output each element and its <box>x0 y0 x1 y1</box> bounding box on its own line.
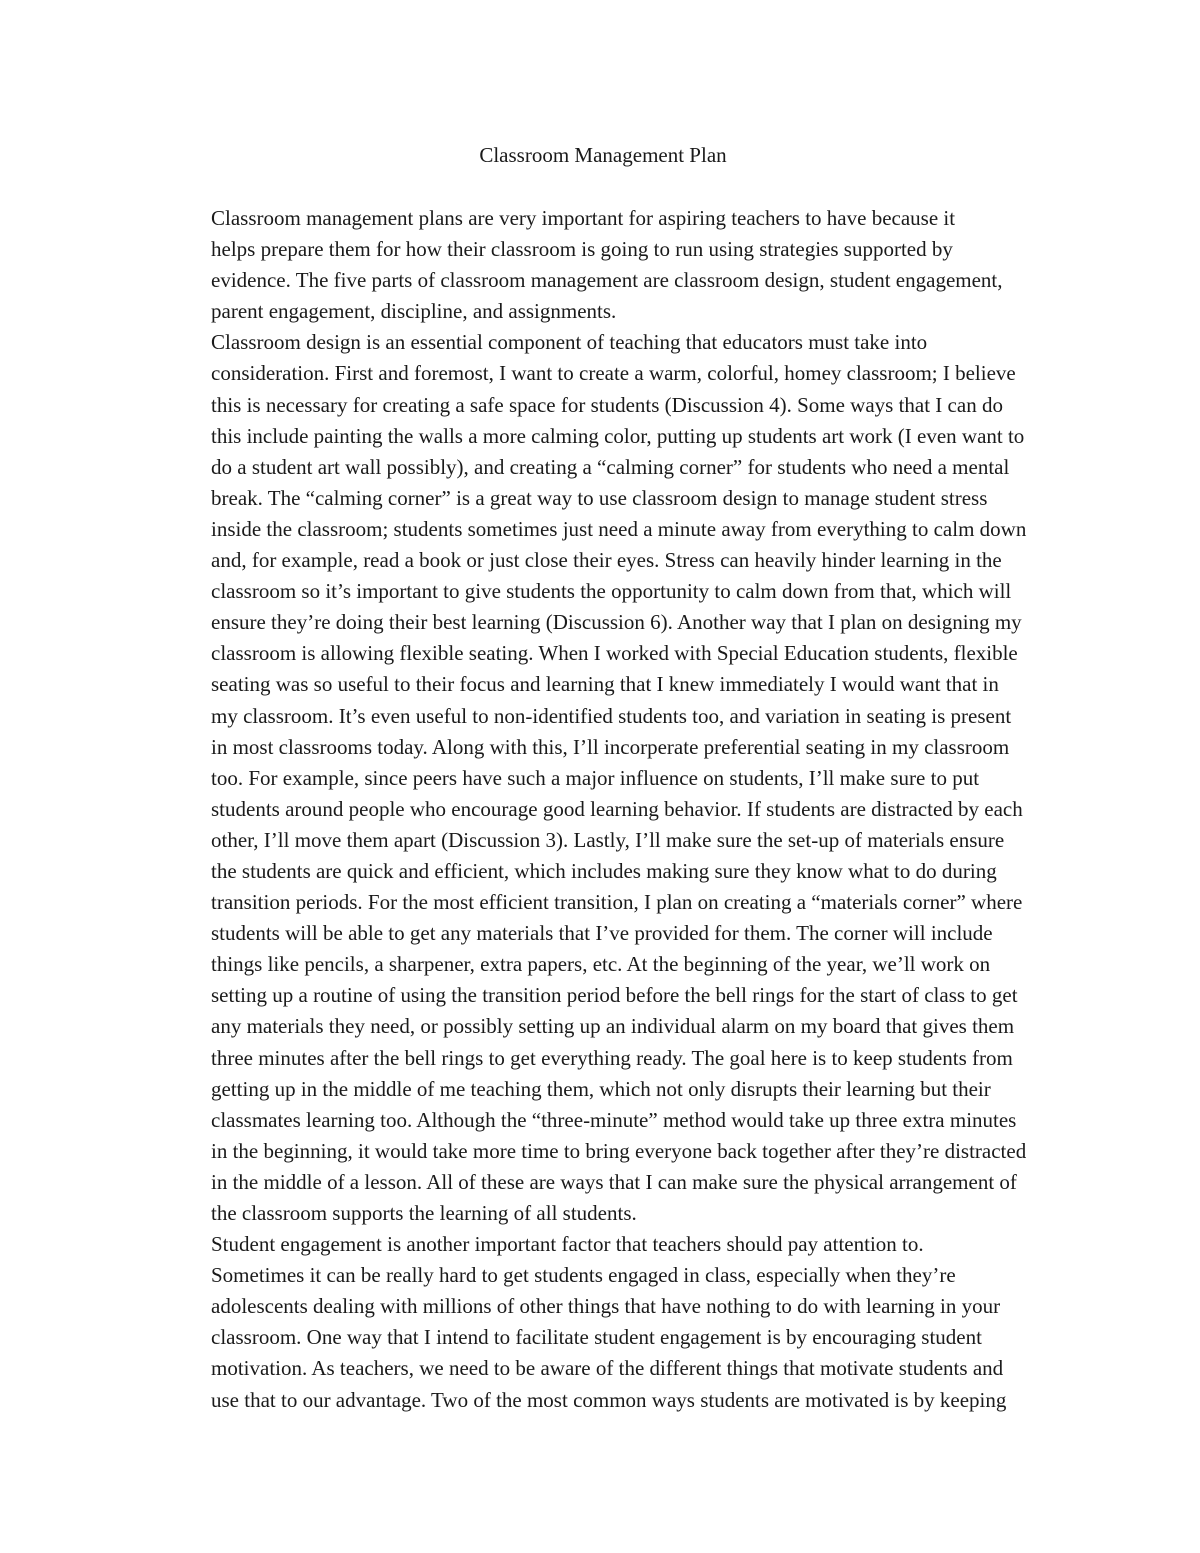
text-line: three minutes after the bell rings to get everything ready. The goal here is to keep students from <box>211 1045 1013 1070</box>
text-line: Classroom management plans are very important for aspiring teachers to have because it <box>211 206 956 230</box>
text-line: things like pencils, a sharpener, extra papers, etc. At the beginning of the year, we’ll work on <box>211 952 991 977</box>
text-line: motivation. As teachers, we need to be aware of the different things that motivate students and <box>211 1356 1004 1381</box>
paragraph-3 <box>143 1229 1063 1416</box>
text-line: use that to our advantage. Two of the most common ways students are motivated is by keeping <box>211 1387 1007 1412</box>
paragraph-2 <box>143 327 1063 1229</box>
paragraph-1 <box>143 203 1063 327</box>
text-line: Student engagement is another important factor that teachers should pay attention to. <box>211 1232 924 1257</box>
text-line: break. The “calming corner” is a great way to use classroom design to manage student stress <box>211 485 988 510</box>
document-content <box>143 140 1063 1416</box>
text-line: the students are quick and efficient, which includes making sure they know what to do during <box>211 858 997 883</box>
text-line: in the beginning, it would take more time to bring everyone back together after they’re distracted <box>211 1138 1027 1163</box>
text-line: classroom is allowing flexible seating. When I worked with Special Education students, flexible <box>211 641 1018 666</box>
text-line: do a student art wall possibly), and creating a “calming corner” for students who need a mental <box>211 454 1010 479</box>
document-title: Classroom Management Plan <box>479 143 727 167</box>
text-line: any materials they need, or possibly setting up an individual alarm on my board that gives them <box>211 1014 1015 1039</box>
document-body <box>143 203 1063 1416</box>
text-line: getting up in the middle of me teaching them, which not only disrupts their learning but their <box>211 1076 991 1101</box>
text-line: in most classrooms today. Along with this, I’ll incorperate preferential seating in my classroom <box>211 734 1010 759</box>
text-line: this include painting the walls a more calming color, putting up students art work (I even want to <box>211 423 1025 448</box>
text-line: the classroom supports the learning of all students. <box>211 1201 637 1225</box>
text-line: classmates learning too. Although the “three-minute” method would take up three extra minutes <box>211 1107 1017 1132</box>
text-line: helps prepare them for how their classroom is going to run using strategies supported by <box>211 237 953 262</box>
text-line: in the middle of a lesson. All of these are ways that I can make sure the physical arrangement of <box>211 1169 1017 1194</box>
text-line: classroom. One way that I intend to facilitate student engagement is by encouraging student <box>211 1325 982 1350</box>
text-line: Classroom design is an essential component of teaching that educators must take into <box>211 330 928 355</box>
text-line: consideration. First and foremost, I want to create a warm, colorful, homey classroom; I believe <box>211 361 1016 386</box>
text-line: classroom so it’s important to give students the opportunity to calm down from that, which will <box>211 579 1012 604</box>
text-line: and, for example, read a book or just close their eyes. Stress can heavily hinder learning in the <box>211 548 1002 573</box>
text-line: adolescents dealing with millions of other things that have nothing to do with learning in your <box>211 1294 1001 1319</box>
text-line: Sometimes it can be really hard to get students engaged in class, especially when they’re <box>211 1263 956 1288</box>
text-line: my classroom. It’s even useful to non-identified students too, and variation in seating is present <box>211 703 1012 728</box>
text-line: inside the classroom; students sometimes just need a minute away from everything to calm down <box>211 516 1027 541</box>
text-line: students will be able to get any materials that I’ve provided for them. The corner will include <box>211 921 993 946</box>
text-line: seating was so useful to their focus and learning that I knew immediately I would want that in <box>211 672 999 697</box>
text-line: evidence. The five parts of classroom management are classroom design, student engagement, <box>211 268 1003 293</box>
text-line: transition periods. For the most efficient transition, I plan on creating a “materials corner” where <box>211 890 1023 915</box>
text-line: other, I’ll move them apart (Discussion 3). Lastly, I’ll make sure the set-up of materials ensure <box>211 827 1005 852</box>
text-line: setting up a routine of using the transition period before the bell rings for the start of class to get <box>211 983 1018 1008</box>
text-line: parent engagement, discipline, and assignments. <box>211 299 617 324</box>
text-line: students around people who encourage good learning behavior. If students are distracted by each <box>211 796 1023 821</box>
text-line: too. For example, since peers have such a major influence on students, I’ll make sure to put <box>211 765 980 790</box>
text-line: this is necessary for creating a safe space for students (Discussion 4). Some ways that I can do <box>211 392 1003 417</box>
text-line: ensure they’re doing their best learning (Discussion 6). Another way that I plan on designing my <box>211 610 1022 635</box>
